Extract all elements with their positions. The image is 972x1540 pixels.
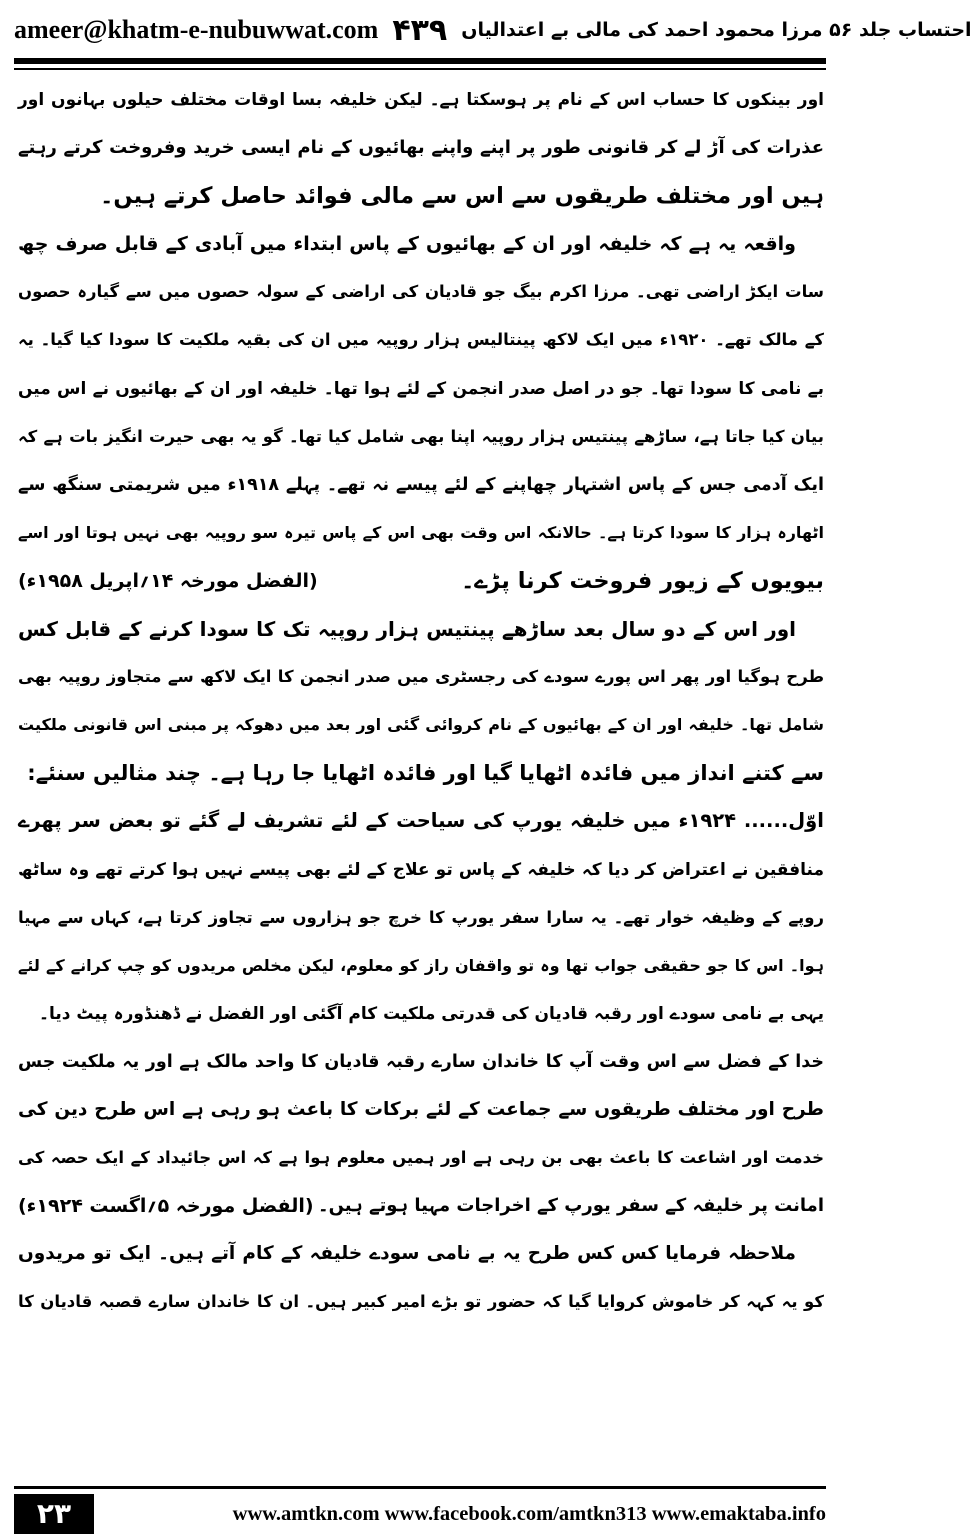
footer-websites: www.amtkn.com www.facebook.com/amtkn313 www.emaktaba.info	[232, 1502, 826, 1525]
text-line-with-citation	[18, 1182, 824, 1230]
text-line: بیویوں کے زیور فروخت کرنا پڑے۔	[461, 567, 824, 594]
text-line: ہیں اور مختلف طریقوں سے اس سے مالی فوائد حاصل کرتے ہیں۔	[100, 183, 824, 210]
text-line: طرح ہوگیا اور پھر اس پورے سودے کی رجسٹری میں صدر انجمن کا ایک لاکھ سے متجاوز روپیہ بھی	[18, 667, 824, 687]
citation: (الفضل مورخہ ۵؍اگست ۱۹۲۴ء)	[18, 1195, 314, 1218]
text-line: شامل تھا۔ خلیفہ اور ان کے بھائیوں کے نام کروائی گئی اور بعد میں دھوکہ پر مبنی اس قانونی ملکیت	[18, 715, 824, 735]
text-line: خدمت اور اشاعت کا باعث بھی بن رہی ہے اور ہمیں معلوم ہوا ہے کہ اس جائیداد کے ایک حصہ کی	[18, 1148, 824, 1168]
page-footer	[14, 1494, 826, 1534]
text-line: سات ایکڑ اراضی تھی۔ مرزا اکرم بیگ جو قادیان کی اراضی کے سولہ حصوں میں سے گیارہ حصوں	[18, 282, 824, 302]
header-rule-thin	[14, 68, 826, 70]
text-line: اوّل...... ۱۹۲۴ء میں خلیفہ یورپ کی سیاحت کے لئے تشریف لے گئے تو بعض سر پھرے	[18, 809, 824, 833]
text-line: ملاحظہ فرمایا کس کس طرح یہ بے نامی سودے خلیفہ کے کام آتے ہیں۔ ایک تو مریدوں	[18, 1243, 796, 1265]
text-line-with-citation	[18, 557, 824, 605]
text-line: واقعہ یہ ہے کہ خلیفہ اور ان کے بھائیوں کے پاس ابتداء میں آبادی کے قابل صرف چھ	[18, 233, 796, 256]
text-line: اور بینکوں کا حساب اس کے نام پر ہوسکتا ہے۔ لیکن خلیفہ بسا اوقات مختلف حیلوں بہانوں اور	[18, 90, 824, 110]
text-line: سے کتنے انداز میں فائدہ اٹھایا گیا اور فائدہ اٹھایا جا رہا ہے۔ چند مثالیں سنئے:	[27, 761, 824, 786]
citation: (الفضل مورخہ ۱۴؍اپریل ۱۹۵۸ء)	[18, 569, 318, 592]
page-header	[14, 10, 972, 50]
footer-page-number: ۲۳	[14, 1494, 94, 1534]
text-line: امانت پر خلیفہ کے سفر یورپ کے اخراجات مہیا ہوتے ہیں۔	[318, 1195, 824, 1217]
text-line: کو یہ کہہ کر خاموش کروایا گیا کہ حضور تو بڑے امیر کبیر ہیں۔ ان کا خاندان سارے قصبہ قادیان کا	[18, 1292, 824, 1312]
text-line: منافقین نے اعتراض کر دیا کہ خلیفہ کے پاس تو علاج کے لئے بھی پیسے نہیں ہوا کرتے تھے وہ ساٹھ	[18, 859, 824, 880]
text-line: کے مالک تھے۔ ۱۹۲۰ء میں ایک لاکھ پینتالیس ہزار روپیہ میں ان کی بقیہ ملکیت کا سودا کیا گیا۔ یہ	[18, 330, 824, 350]
text-line: خدا کے فضل سے اس وقت آپ کا خاندان سارے رقبہ قادیان کا واحد مالک ہے اور یہ ملکیت جس	[18, 1051, 824, 1072]
text-line: طرح اور مختلف طریقوں سے جماعت کے لئے برکات کا باعث ہو رہی ہے اس طرح دین کی	[18, 1098, 824, 1120]
text-line: ایک آدمی جس کے پاس اشتہار چھاپنے کے لئے پیسے نہ تھے۔ پہلے ۱۹۱۸ء میں شریمتی سنگھ سے	[18, 474, 824, 495]
header-rule-thick	[14, 58, 826, 64]
text-line: عذرات کی آڑ لے کر قانونی طور پر اپنے واپنے بھائیوں کے نام ایسی خرید وفروخت کرتے رہتے	[18, 137, 824, 159]
footer-rule	[14, 1486, 826, 1489]
header-page-number: ۴۳۹	[392, 12, 448, 48]
text-line: یہی بے نامی سودے اور رقبہ قادیان کی قدرتی ملکیت کام آگئی اور الفضل نے ڈھنڈورہ پیٹ دیا۔	[39, 1003, 824, 1024]
text-line: بیان کیا جاتا ہے، ساڑھے پینتیس ہزار روپیہ اپنا بھی شامل کیا تھا۔ گو یہ بھی حیرت انگیز بات ہے کہ	[18, 426, 824, 446]
header-email: ameer@khatm-e-nubuwwat.com	[14, 15, 379, 44]
page-body	[18, 76, 824, 1471]
text-line: ہوا۔ اس کا جو حقیقی جواب تھا وہ تو واقفان راز کو معلوم، لیکن مخلص مریدوں کو چپ کرانے کے لئے	[18, 955, 824, 975]
text-line: اٹھارہ ہزار کا سودا کرتا ہے۔ حالانکہ اس وقت بھی اس کے پاس تیرہ سو روپیہ بھی نہیں ہوتا اور اسے	[18, 522, 824, 542]
header-book-title: احتساب جلد ۵۶ مرزا محمود احمد کی مالی بے اعتدالیاں	[461, 19, 972, 41]
text-line: روپے کے وظیفہ خوار تھے۔ یہ سارا سفر یورپ کا خرچ جو ہزاروں سے تجاوز کرتا ہے، کہاں سے مہیا	[18, 907, 824, 927]
text-line: اور اس کے دو سال بعد ساڑھے پینتیس ہزار روپیہ تک کا سودا کرنے کے قابل کس	[18, 617, 796, 642]
text-line: بے نامی کا سودا تھا۔ جو در اصل صدر انجمن کے لئے ہوا تھا۔ خلیفہ اور ان کے بھائیوں نے اس میں	[18, 378, 824, 399]
